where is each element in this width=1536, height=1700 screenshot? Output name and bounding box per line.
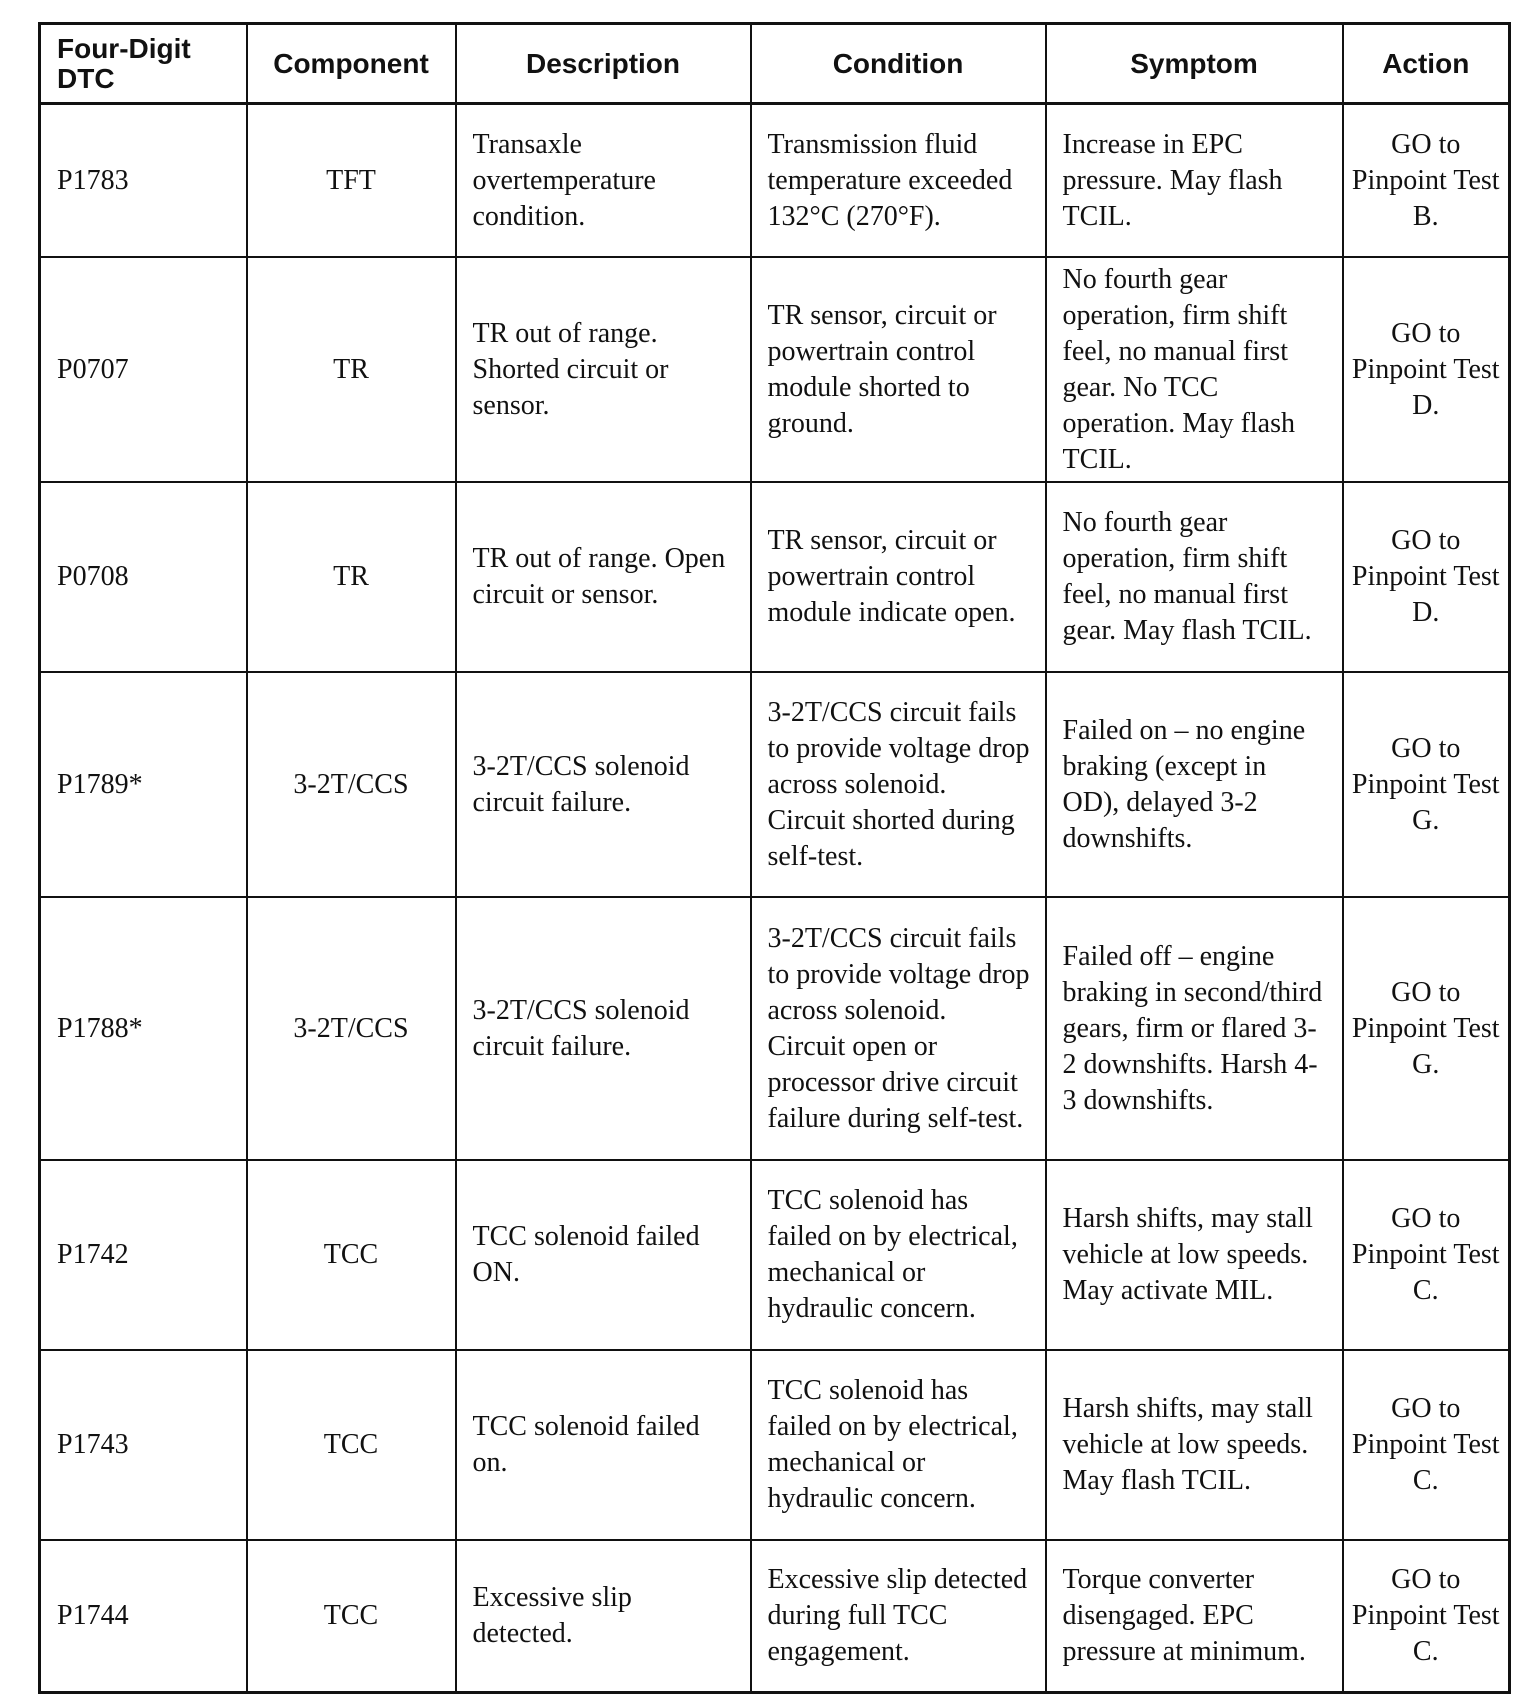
header-description: Description xyxy=(456,24,751,104)
symptom: Increase in EPC pressure. May flash TCIL. xyxy=(1046,104,1343,258)
description: TR out of range. Open circuit or sensor. xyxy=(456,482,751,672)
dtc-code: P1744 xyxy=(40,1540,247,1693)
dtc-code: P1788* xyxy=(40,897,247,1160)
component: 3-2T/CCS xyxy=(247,897,456,1160)
component: TR xyxy=(247,257,456,482)
action: GO to Pinpoint Test B. xyxy=(1343,104,1510,258)
description: TCC solenoid failed on. xyxy=(456,1350,751,1540)
component: TR xyxy=(247,482,456,672)
action: GO to Pinpoint Test G. xyxy=(1343,897,1510,1160)
condition: 3-2T/CCS circuit fails to provide voltage drop across solenoid. Circuit shorted during self-test. xyxy=(751,672,1046,897)
table-row xyxy=(40,482,1510,672)
header-condition: Condition xyxy=(751,24,1046,104)
header-action: Action xyxy=(1343,24,1510,104)
header-component: Component xyxy=(247,24,456,104)
description: TR out of range. Shorted circuit or sensor. xyxy=(456,257,751,482)
action: GO to Pinpoint Test C. xyxy=(1343,1350,1510,1540)
component: TFT xyxy=(247,104,456,258)
table-row xyxy=(40,897,1510,1160)
symptom: Harsh shifts, may stall vehicle at low speeds. May activate MIL. xyxy=(1046,1160,1343,1350)
table-row xyxy=(40,1540,1510,1693)
dtc-code: P0708 xyxy=(40,482,247,672)
dtc-code: P1783 xyxy=(40,104,247,258)
action: GO to Pinpoint Test C. xyxy=(1343,1160,1510,1350)
dtc-code: P1743 xyxy=(40,1350,247,1540)
condition: TR sensor, circuit or powertrain control module indicate open. xyxy=(751,482,1046,672)
condition: Excessive slip detected during full TCC engagement. xyxy=(751,1540,1046,1693)
dtc-code: P1742 xyxy=(40,1160,247,1350)
header-symptom: Symptom xyxy=(1046,24,1343,104)
table-row xyxy=(40,257,1510,482)
header-row xyxy=(40,24,1510,104)
condition: TR sensor, circuit or powertrain control module shorted to ground. xyxy=(751,257,1046,482)
action: GO to Pinpoint Test C. xyxy=(1343,1540,1510,1693)
condition: TCC solenoid has failed on by electrical, mechanical or hydraulic concern. xyxy=(751,1350,1046,1540)
description: Transaxle overtemperature condition. xyxy=(456,104,751,258)
dtc-code: P0707 xyxy=(40,257,247,482)
action: GO to Pinpoint Test D. xyxy=(1343,482,1510,672)
component: TCC xyxy=(247,1540,456,1693)
symptom: No fourth gear operation, firm shift feel, no manual first gear. May flash TCIL. xyxy=(1046,482,1343,672)
dtc-code: P1789* xyxy=(40,672,247,897)
table-row xyxy=(40,1350,1510,1540)
component: 3-2T/CCS xyxy=(247,672,456,897)
component: TCC xyxy=(247,1350,456,1540)
table-row xyxy=(40,672,1510,897)
symptom: Failed on – no engine braking (except in OD), delayed 3-2 downshifts. xyxy=(1046,672,1343,897)
symptom: No fourth gear operation, firm shift feel, no manual first gear. No TCC operation. May flash TCIL. xyxy=(1046,257,1343,482)
description: TCC solenoid failed ON. xyxy=(456,1160,751,1350)
table-row xyxy=(40,1160,1510,1350)
header-dtc: Four-Digit DTC xyxy=(40,24,247,104)
symptom: Failed off – engine braking in second/third gears, firm or flared 3-2 downshifts. Harsh 4-3 downshifts. xyxy=(1046,897,1343,1160)
table-row xyxy=(40,104,1510,258)
condition: TCC solenoid has failed on by electrical, mechanical or hydraulic concern. xyxy=(751,1160,1046,1350)
description: 3-2T/CCS solenoid circuit failure. xyxy=(456,672,751,897)
action: GO to Pinpoint Test G. xyxy=(1343,672,1510,897)
symptom: Harsh shifts, may stall vehicle at low speeds. May flash TCIL. xyxy=(1046,1350,1343,1540)
action: GO to Pinpoint Test D. xyxy=(1343,257,1510,482)
condition: Transmission fluid temperature exceeded 132°C (270°F). xyxy=(751,104,1046,258)
symptom: Torque converter disengaged. EPC pressure at minimum. xyxy=(1046,1540,1343,1693)
description: Excessive slip detected. xyxy=(456,1540,751,1693)
description: 3-2T/CCS solenoid circuit failure. xyxy=(456,897,751,1160)
dtc-table xyxy=(38,22,1511,1694)
condition: 3-2T/CCS circuit fails to provide voltage drop across solenoid. Circuit open or processor drive circuit failure during self-test. xyxy=(751,897,1046,1160)
component: TCC xyxy=(247,1160,456,1350)
